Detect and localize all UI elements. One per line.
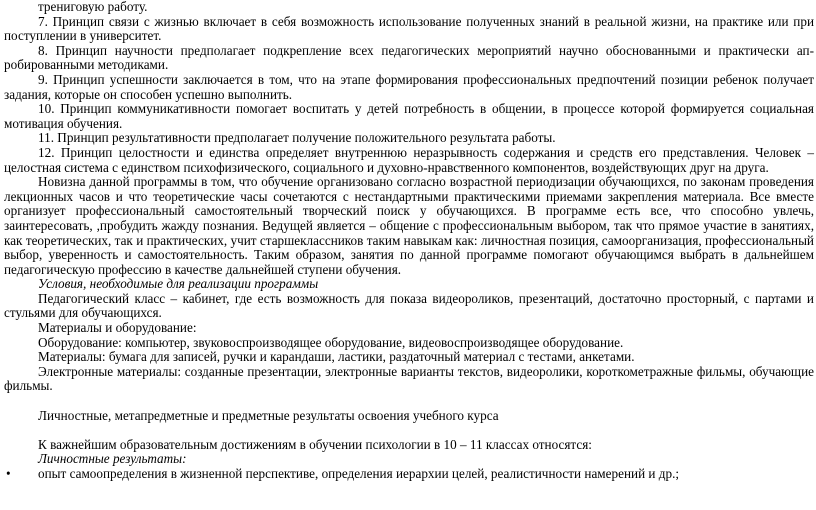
principle-8: 8. Принцип научности предполагает подкрепление всех педагогических мероприятий научно обоснованными и практически ап-робированными методиками.: [4, 42, 814, 73]
paragraph-continuation: трениговую работу.: [38, 0, 148, 14]
blank-line: [4, 394, 814, 409]
electronic-materials-paragraph: Электронные материалы: созданные презентации, электронные варианты текстов, видеоролики, короткометражные фильмы, обучающие фильмы.: [4, 363, 814, 394]
materials-paragraph: Материалы: бумага для записей, ручки и карандаши, ластики, раздаточный материал с тестами, анкетами.: [38, 349, 635, 365]
principle-12: 12. Принцип целостности и единства определяет внутреннюю неразрывность содержания и средств его представления. Человек – целостная система с единством психофизического, социального и духовно-нравственного компонентов, воздействующих друг на друга.: [4, 144, 814, 175]
materials-label: Материалы и оборудование:: [38, 320, 197, 336]
personal-results-label: Личностные результаты:: [38, 451, 187, 467]
novelty-paragraph: Новизна данной программы в том, что обучение организовано согласно возрастной периодизации обучающихся, по законам проведения лекционных часов и что теоретические часы сочетаются с нестандартными практическими приемами закрепления материала. Все вместе организует профессиональный самостоятельный творческий поиск у обучающихся. В программе есть все, что способно увлечь, заинтересовать, ,пробудить жажду познания. Ведущей является – общение с профессиональным выбором, так что прямое участие в занятиях, как теоретических, так и практических, учит старшеклассников таким навыкам как: личностная позиция, самоорганизация, профессиональный выбор, уверенность и самостоятельность. Таким образом, занятия по данной программе помогают обучающимся выбрать в дальнейшем педагогическую профессию в качестве дальнейшей ступени обучения.: [4, 174, 814, 277]
document-page: [4, 0, 814, 482]
conditions-heading: Условия, необходимые для реализации программы: [38, 276, 319, 292]
bullet-icon: •: [6, 466, 11, 481]
principle-7: 7. Принцип связи с жизнью включает в себя возможность использование полученных знаний в реальной жизни, на практике или при поступлении в университет.: [4, 13, 814, 44]
principle-11: 11. Принцип результативности предполагает получение положительного результата работы.: [38, 130, 556, 146]
blank-line: [4, 423, 814, 438]
results-section-heading: Личностные, метапредметные и предметные результаты освоения учебного курса: [38, 407, 499, 423]
principle-10: 10. Принцип коммуникативности помогает воспитать у детей потребность в общении, в процессе которой формируется социальная мотивация обучения.: [4, 101, 814, 131]
list-item-text: опыт самоопределения в жизненной перспективе, определения иерархии целей, реалистичности намерений и др.;: [38, 466, 680, 481]
principle-9: 9. Принцип успешности заключается в том, что на этапе формирования профессиональных предпочтений позиции ребенок получает задания, которые он способен успешно выполнить.: [4, 71, 814, 102]
classroom-paragraph: Педагогический класс – кабинет, где есть возможность для показа видеороликов, презентаций, достаточно просторный, с партами и стульями для обучающихся.: [4, 290, 814, 321]
equipment-paragraph: Оборудование: компьютер, звуковоспроизводящее оборудование, видеовоспроизводящее оборудование.: [38, 334, 624, 350]
achievements-intro: К важнейшим образовательным достижениям в обучении психологии в 10 – 11 классах относятся:: [38, 436, 592, 452]
list-item: [4, 467, 814, 482]
